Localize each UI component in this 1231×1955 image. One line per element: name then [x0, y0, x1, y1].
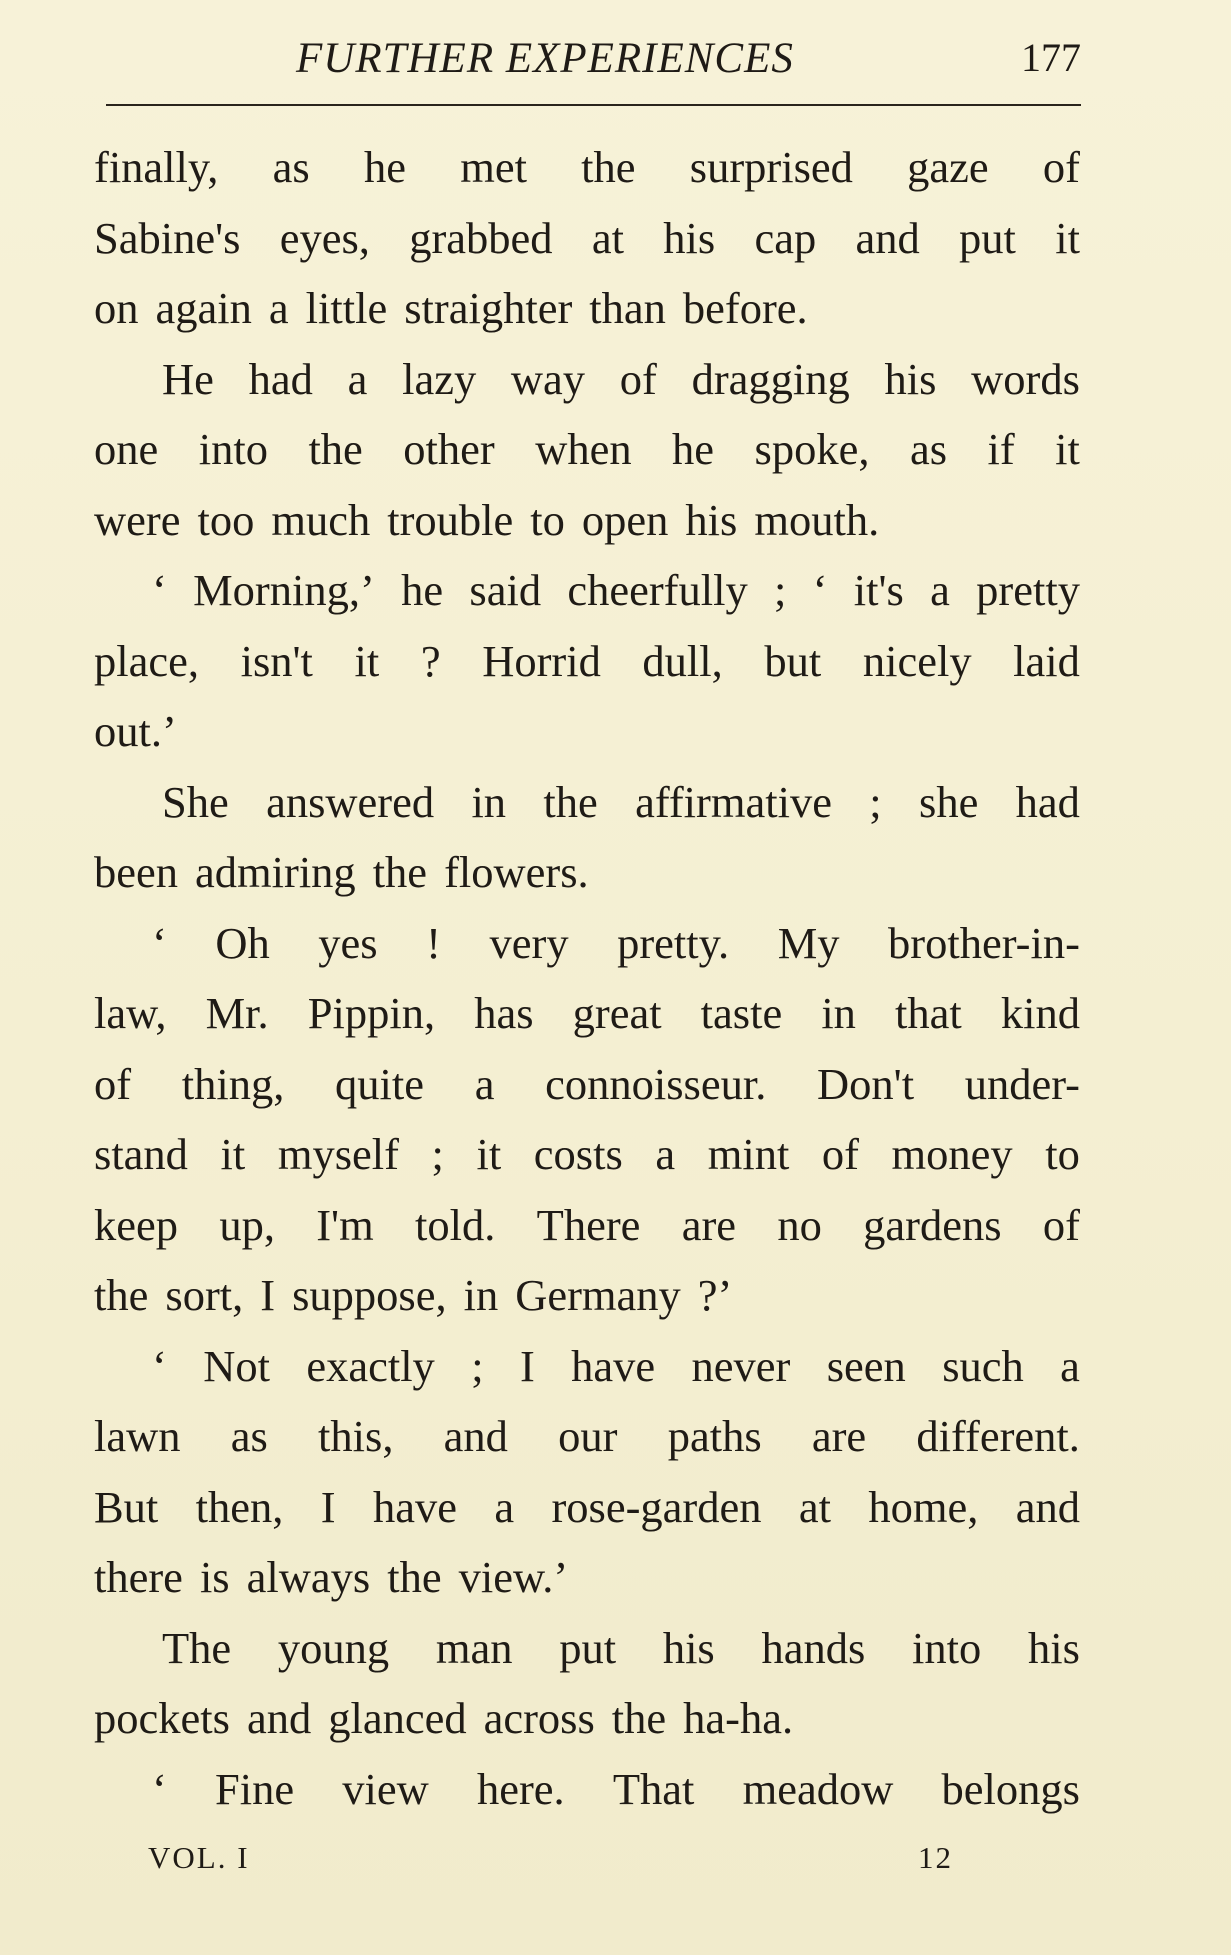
text-line: He had a lazy way of dragging his words: [162, 353, 1080, 404]
text-line: one into the other when he spoke, as if it: [94, 424, 1080, 474]
page-number: 177: [1021, 35, 1081, 80]
text-line: She answered in the affirmative ; she had: [162, 776, 1080, 827]
text-line: place, isn't it ? Horrid dull, but nicely laid: [94, 635, 1080, 686]
page-footer: [148, 1840, 968, 1890]
signature-mark: 12: [918, 1840, 953, 1875]
text-line: lawn as this, and our paths are different.: [94, 1411, 1080, 1461]
body-text: [94, 132, 1080, 1824]
text-line: were too much trouble to open his mouth.: [94, 494, 880, 545]
text-line: law, Mr. Pippin, has great taste in that kind: [94, 988, 1080, 1038]
text-line: Sabine's eyes, grabbed at his cap and put it: [94, 212, 1080, 263]
text-line: there is always the view.’: [94, 1552, 569, 1602]
text-line: on again a little straighter than before.: [94, 283, 808, 333]
text-line: ‘ Fine view here. That meadow belongs: [152, 1763, 1080, 1814]
text-line: the sort, I suppose, in Germany ?’: [94, 1270, 733, 1320]
text-line: pockets and glanced across the ha-ha.: [94, 1693, 794, 1743]
text-line: of thing, quite a connoisseur. Don't under-: [94, 1058, 1080, 1109]
text-line: finally, as he met the surprised gaze of: [94, 142, 1080, 192]
text-line: The young man put his hands into his: [162, 1622, 1080, 1673]
text-line: been admiring the flowers.: [94, 847, 589, 897]
text-line: ‘ Not exactly ; I have never seen such a: [152, 1340, 1080, 1391]
running-title: FURTHER EXPERIENCES: [296, 35, 794, 82]
text-line: ‘ Oh yes ! very pretty. My brother-in-: [152, 917, 1080, 968]
header-rule: [106, 104, 1081, 106]
volume-label: VOL. I: [148, 1840, 250, 1875]
text-line: keep up, I'm told. There are no gardens of: [94, 1199, 1080, 1250]
text-line: out.’: [94, 706, 177, 756]
text-line: stand it myself ; it costs a mint of money to: [94, 1129, 1080, 1179]
text-line: ‘ Morning,’ he said cheerfully ; ‘ it's a pretty: [152, 565, 1080, 615]
text-line: But then, I have a rose-garden at home, and: [94, 1481, 1080, 1532]
running-head: [106, 34, 1081, 94]
